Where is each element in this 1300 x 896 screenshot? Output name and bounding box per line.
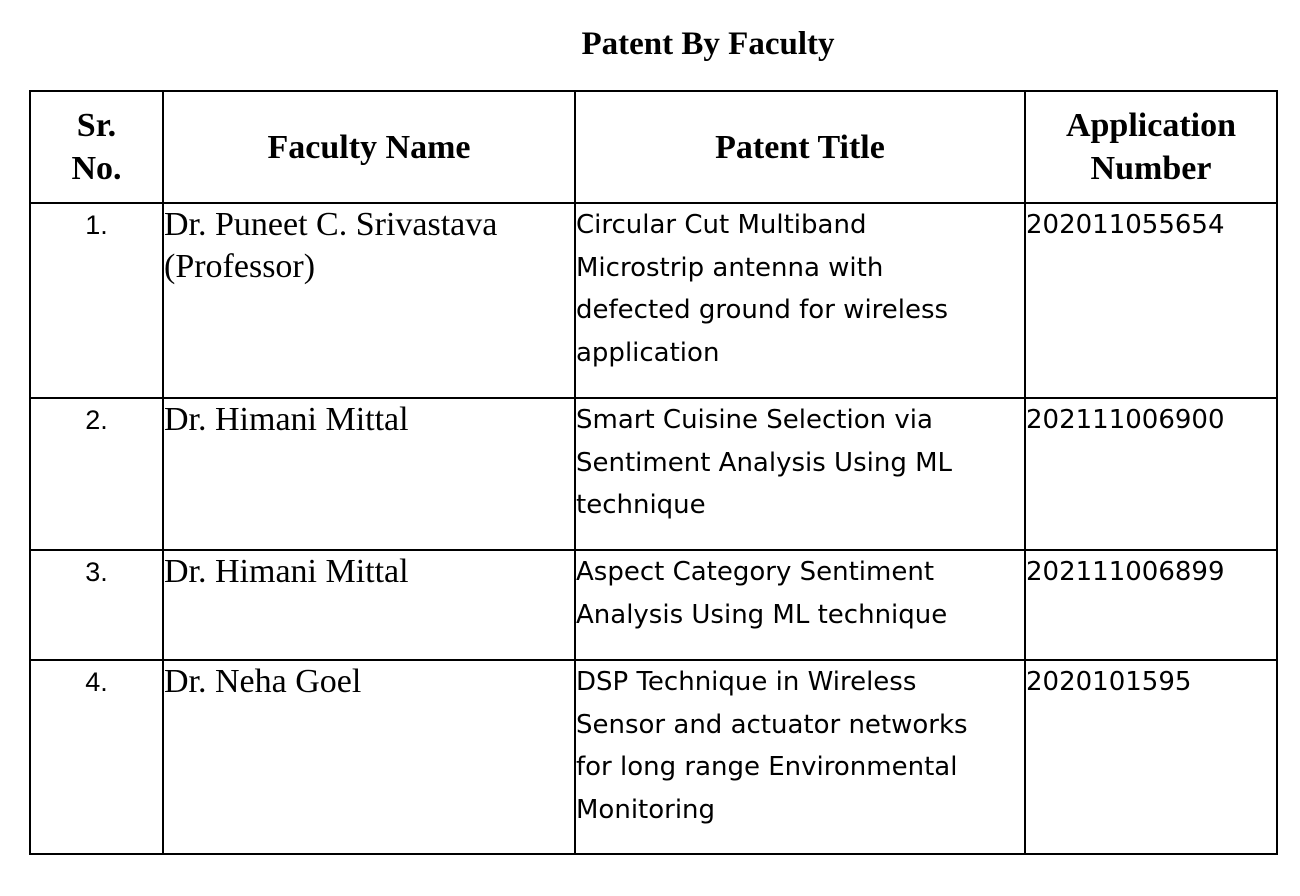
application-number-cell: 2020101595	[1025, 660, 1277, 854]
header-patent-title: Patent Title	[575, 91, 1025, 203]
header-application-number-line: Number	[1090, 150, 1212, 187]
table-row	[30, 398, 1277, 550]
patent-title-line: Smart Cuisine Selection via	[576, 405, 933, 435]
sr-no-cell: 1.	[30, 203, 163, 398]
table-row	[30, 660, 1277, 854]
patent-title-cell	[575, 203, 1025, 398]
patent-title-line: application	[576, 337, 720, 368]
patent-title-line: Analysis Using ML technique	[576, 599, 948, 630]
patent-title-cell	[575, 398, 1025, 550]
table-row	[30, 203, 1277, 398]
header-sr-no-line: Sr.	[76, 107, 117, 144]
page-title: Patent By Faculty	[581, 26, 835, 62]
patent-title-line: Sensor and actuator networks	[576, 709, 968, 740]
table-row	[30, 550, 1277, 660]
header-sr-no-line: No.	[71, 150, 122, 187]
patent-title-line: Microstrip antenna with	[576, 252, 884, 283]
header-application-number-line: Application	[1065, 107, 1237, 144]
patent-title-cell	[575, 660, 1025, 854]
header-application-number	[1025, 91, 1277, 203]
header-sr-no	[30, 91, 163, 203]
faculty-name-line: (Professor)	[164, 248, 316, 285]
sr-no-cell: 2.	[30, 398, 163, 550]
faculty-name-cell	[163, 398, 575, 550]
patent-title-cell	[575, 550, 1025, 660]
patent-title-line: defected ground for wireless	[576, 295, 949, 325]
patent-title-line: Circular Cut Multiband	[576, 210, 867, 240]
faculty-name-cell	[163, 203, 575, 398]
patent-title-line: DSP Technique in Wireless	[576, 667, 917, 697]
patent-title-line: Monitoring	[576, 794, 716, 825]
sr-no-cell: 4.	[30, 660, 163, 854]
faculty-name-cell	[163, 660, 575, 854]
patent-title-line: Sentiment Analysis Using ML	[576, 447, 953, 478]
sr-no-cell: 3.	[30, 550, 163, 660]
patent-title-line: for long range Environmental	[576, 752, 958, 782]
faculty-name-line: Dr. Puneet C. Srivastava	[164, 206, 498, 243]
faculty-name-line: Dr. Himani Mittal	[164, 553, 409, 590]
table-header-row	[30, 91, 1277, 203]
application-number-cell: 202111006900	[1025, 398, 1277, 550]
application-number-cell: 202011055654	[1025, 203, 1277, 398]
faculty-name-line: Dr. Neha Goel	[164, 663, 362, 700]
application-number-cell: 202111006899	[1025, 550, 1277, 660]
faculty-name-cell	[163, 550, 575, 660]
patent-title-line: technique	[576, 490, 706, 520]
patent-table	[29, 90, 1278, 855]
header-faculty-name: Faculty Name	[163, 91, 575, 203]
patent-title-line: Aspect Category Sentiment	[576, 557, 935, 587]
faculty-name-line: Dr. Himani Mittal	[164, 401, 409, 438]
